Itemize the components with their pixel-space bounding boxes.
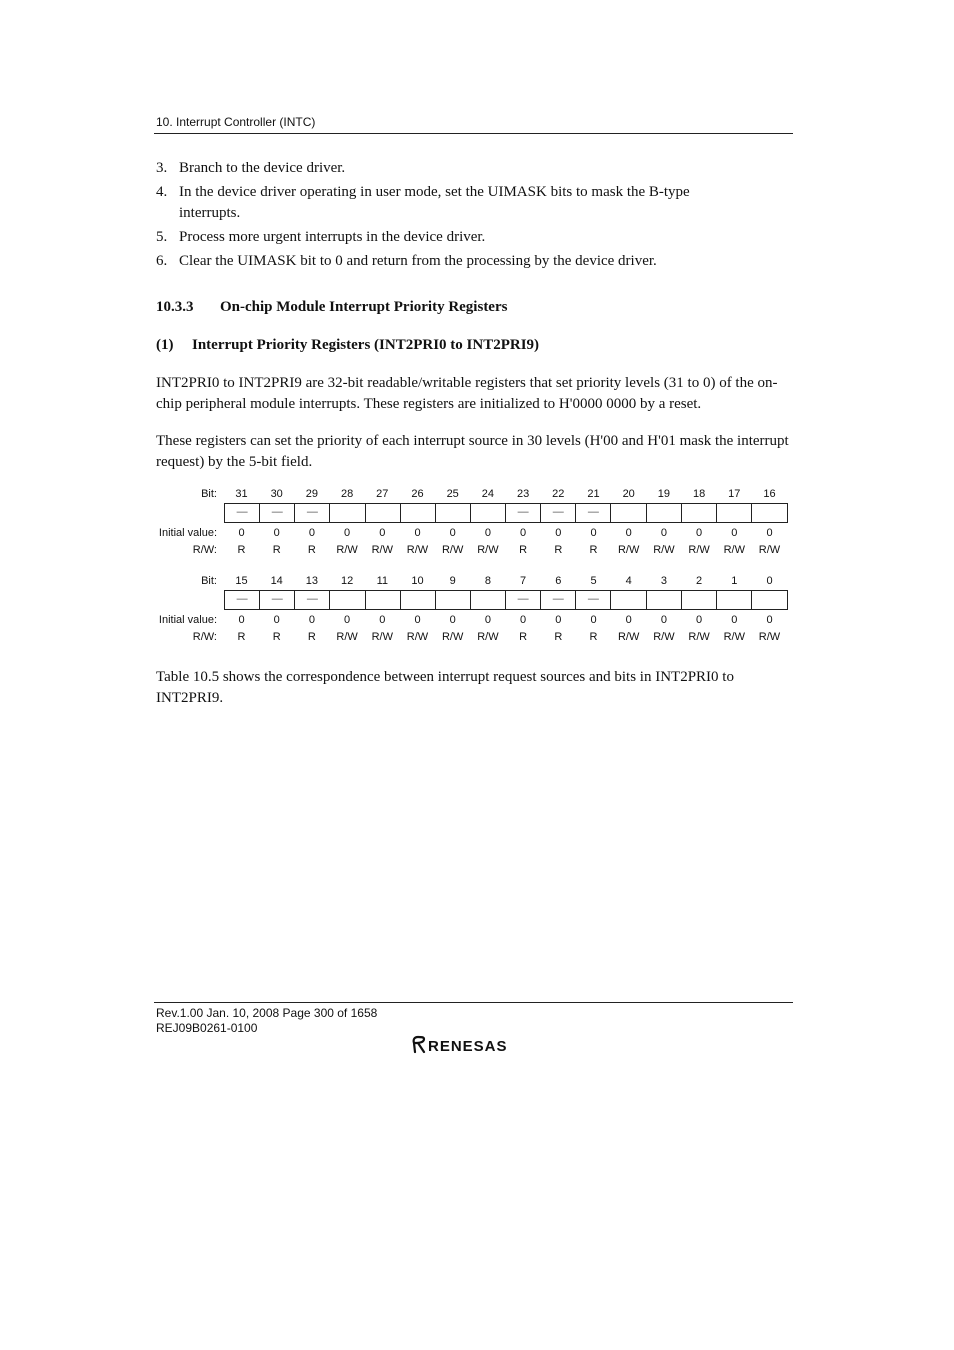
initial-value: 0 [766,614,773,626]
bit-label: Bit: [201,575,217,587]
initial-value: 0 [344,527,351,539]
initial-value: 0 [590,614,597,626]
bit-number: 7 [520,575,527,587]
initial-value: 0 [414,614,421,626]
bit-number: 4 [625,575,632,587]
bit-field [611,504,646,522]
initial-value-label: Initial value: [158,527,217,539]
reserved-bit-field: — [295,504,330,522]
rw-value: R [554,544,563,556]
rw-value: R/W [688,544,710,556]
initial-value: 0 [555,527,562,539]
section-number: 10.3.3 [156,299,194,315]
bit-field-row [224,503,788,523]
bit-field [330,591,365,609]
rw-value: R [554,631,563,643]
bit-number: 22 [552,488,565,500]
bit-field [611,591,646,609]
initial-value: 0 [273,527,280,539]
bit-number: 24 [481,488,495,500]
rw-value: R/W [336,631,358,643]
list-text: In the device driver operating in user mode, set the UIMASK bits to mask the B-type interrupts. [179,184,690,221]
section-heading [156,299,507,316]
bit-number: 18 [692,488,706,500]
bit-field [682,504,717,522]
initial-value: 0 [520,614,527,626]
bit-number: 9 [449,575,456,587]
footer-rule [154,1002,793,1003]
initial-value: 0 [449,527,456,539]
rw-value: R/W [723,544,745,556]
logo-lettering: RENESAS [428,1038,508,1055]
bit-field [401,591,436,609]
bit-field [330,504,365,522]
rw-value: R/W [336,544,358,556]
bit-number: 28 [340,488,354,500]
list-item [156,251,796,272]
bit-number: 1 [731,575,738,587]
rw-value: R/W [406,544,429,556]
rw-value: R/W [617,631,640,643]
initial-value: 0 [696,527,703,539]
subsection-title: Interrupt Priority Registers (INT2PRI0 to INT2PRI9) [192,337,540,353]
initial-value-label: Initial value: [158,614,217,626]
bit-number: 25 [446,488,459,500]
reserved-bit-field: — [295,591,330,609]
bit-number: 5 [590,575,597,587]
rw-value: R [519,544,528,556]
list-number: 4. [156,184,168,200]
rw-value: R/W [758,631,781,643]
subsection-heading [156,337,539,354]
bit-field [682,591,717,609]
bit-number: 10 [411,575,424,587]
bit-field [436,504,471,522]
bit-field [366,504,401,522]
rw-value: R [272,544,281,556]
bit-number: 31 [235,488,248,500]
rw-value: R/W [477,544,499,556]
reserved-bit-field: — [225,591,260,609]
initial-value: 0 [379,614,386,626]
initial-value: 0 [379,527,386,539]
rw-value: R/W [688,631,710,643]
paragraph-table-reference: Table 10.5 shows the correspondence between interrupt request sources and bits in INT2PRI0 to INT2PRI9. [156,669,734,706]
rw-value: R/W [653,544,675,556]
bit-field [366,591,401,609]
bit-field [752,591,787,609]
bit-number: 12 [340,575,354,587]
bit-number: 20 [622,488,635,500]
list-text: Clear the UIMASK bit to 0 and return from the processing by the device driver. [179,253,657,269]
paragraph-register-description: INT2PRI0 to INT2PRI9 are 32-bit readable/writable registers that set priority levels (31 to 0) of the on-chip peripheral module interrupts. These registers are initialized to H'0000 0000 by a reset. [156,375,778,412]
initial-value: 0 [625,614,632,626]
bit-number: 26 [411,488,424,500]
reserved-bit-field: — [225,504,260,522]
reserved-bit-field: — [260,591,295,609]
list-number: 6. [156,253,168,269]
initial-value: 0 [484,527,491,539]
header-rule [154,133,793,134]
initial-value: 0 [238,614,245,626]
rw-value: R/W [406,631,429,643]
initial-value: 0 [660,614,667,626]
initial-value: 0 [273,614,280,626]
bit-field-row [224,590,788,610]
bit-label: Bit: [201,488,217,500]
footer-revision: Rev.1.00 Jan. 10, 2008 Page 300 of 1658 [156,1006,378,1020]
rw-label: R/W: [192,544,217,556]
initial-value: 0 [731,614,738,626]
bit-number: 11 [376,575,388,587]
reserved-bit-field: — [541,591,576,609]
initial-value: 0 [766,527,773,539]
section-title: On-chip Module Interrupt Priority Registers [220,299,508,315]
reserved-bit-field: — [506,591,541,609]
initial-value: 0 [484,614,491,626]
bit-field [717,591,752,609]
bit-number: 6 [555,575,562,587]
bit-number: 13 [305,575,319,587]
initial-value: 0 [344,614,351,626]
rw-value: R/W [758,544,781,556]
list-item [156,182,796,224]
bit-number: 30 [270,488,283,500]
rw-value: R [237,631,246,643]
initial-value: 0 [520,527,527,539]
bit-number: 16 [763,488,776,500]
initial-value: 0 [590,527,597,539]
bit-number: 29 [305,488,319,500]
rw-value: R/W [441,631,464,643]
bit-number: 8 [484,575,491,587]
bit-field [717,504,752,522]
rw-value: R/W [617,544,640,556]
bit-number: 14 [270,575,283,587]
bit-field [436,591,471,609]
bit-number: 2 [696,575,703,587]
initial-value: 0 [555,614,562,626]
list-text: Process more urgent interrupts in the device driver. [179,229,486,245]
rw-value: R [589,631,598,643]
initial-value: 0 [696,614,703,626]
rw-value: R/W [723,631,745,643]
initial-value: 0 [625,527,632,539]
initial-value: 0 [414,527,421,539]
list-item [156,227,796,248]
reserved-bit-field: — [576,504,611,522]
rw-value: R [237,544,246,556]
bit-field [647,504,682,522]
paragraph-priority-levels: These registers can set the priority of each interrupt source in 30 levels (H'00 and H'01 mask the interrupt request) by the 5-bit field. [156,433,789,470]
rw-value: R/W [371,544,393,556]
initial-value: 0 [308,527,315,539]
list-number: 3. [156,160,168,176]
bit-number: 27 [376,488,389,500]
rw-value: R [307,631,316,643]
initial-value: 0 [660,527,667,539]
page-header: 10. Interrupt Controller (INTC) [156,115,316,129]
bit-number: 21 [587,488,600,500]
bit-field [752,504,787,522]
bit-number: 23 [516,488,530,500]
bit-number: 19 [657,488,671,500]
reserved-bit-field: — [576,591,611,609]
renesas-logo [412,1034,534,1061]
initial-value: 0 [731,527,738,539]
bit-number: 15 [235,575,248,587]
rw-value: R/W [477,631,499,643]
list-text: Branch to the device driver. [179,160,346,176]
bit-field [471,504,506,522]
list-item [156,158,796,179]
initial-value: 0 [449,614,456,626]
footer-document-number: REJ09B0261-0100 [156,1021,258,1035]
rw-value: R/W [441,544,464,556]
renesas-logo-icon [412,1034,534,1056]
reserved-bit-field: — [506,504,541,522]
reserved-bit-field: — [260,504,295,522]
numbered-list [156,158,796,275]
rw-value: R [519,631,528,643]
rw-value: R [272,631,281,643]
initial-value: 0 [308,614,315,626]
list-number: 5. [156,229,168,245]
bit-number: 17 [728,488,741,500]
bit-field [401,504,436,522]
rw-value: R [589,544,598,556]
reserved-bit-field: — [541,504,576,522]
subsection-number: (1) [156,337,174,353]
bit-field [471,591,506,609]
rw-value: R/W [371,631,393,643]
initial-value: 0 [238,527,245,539]
bit-number: 3 [660,575,667,587]
rw-label: R/W: [192,631,217,643]
rw-value: R/W [653,631,675,643]
bit-field [647,591,682,609]
rw-value: R [307,544,316,556]
bit-number: 0 [766,575,773,587]
